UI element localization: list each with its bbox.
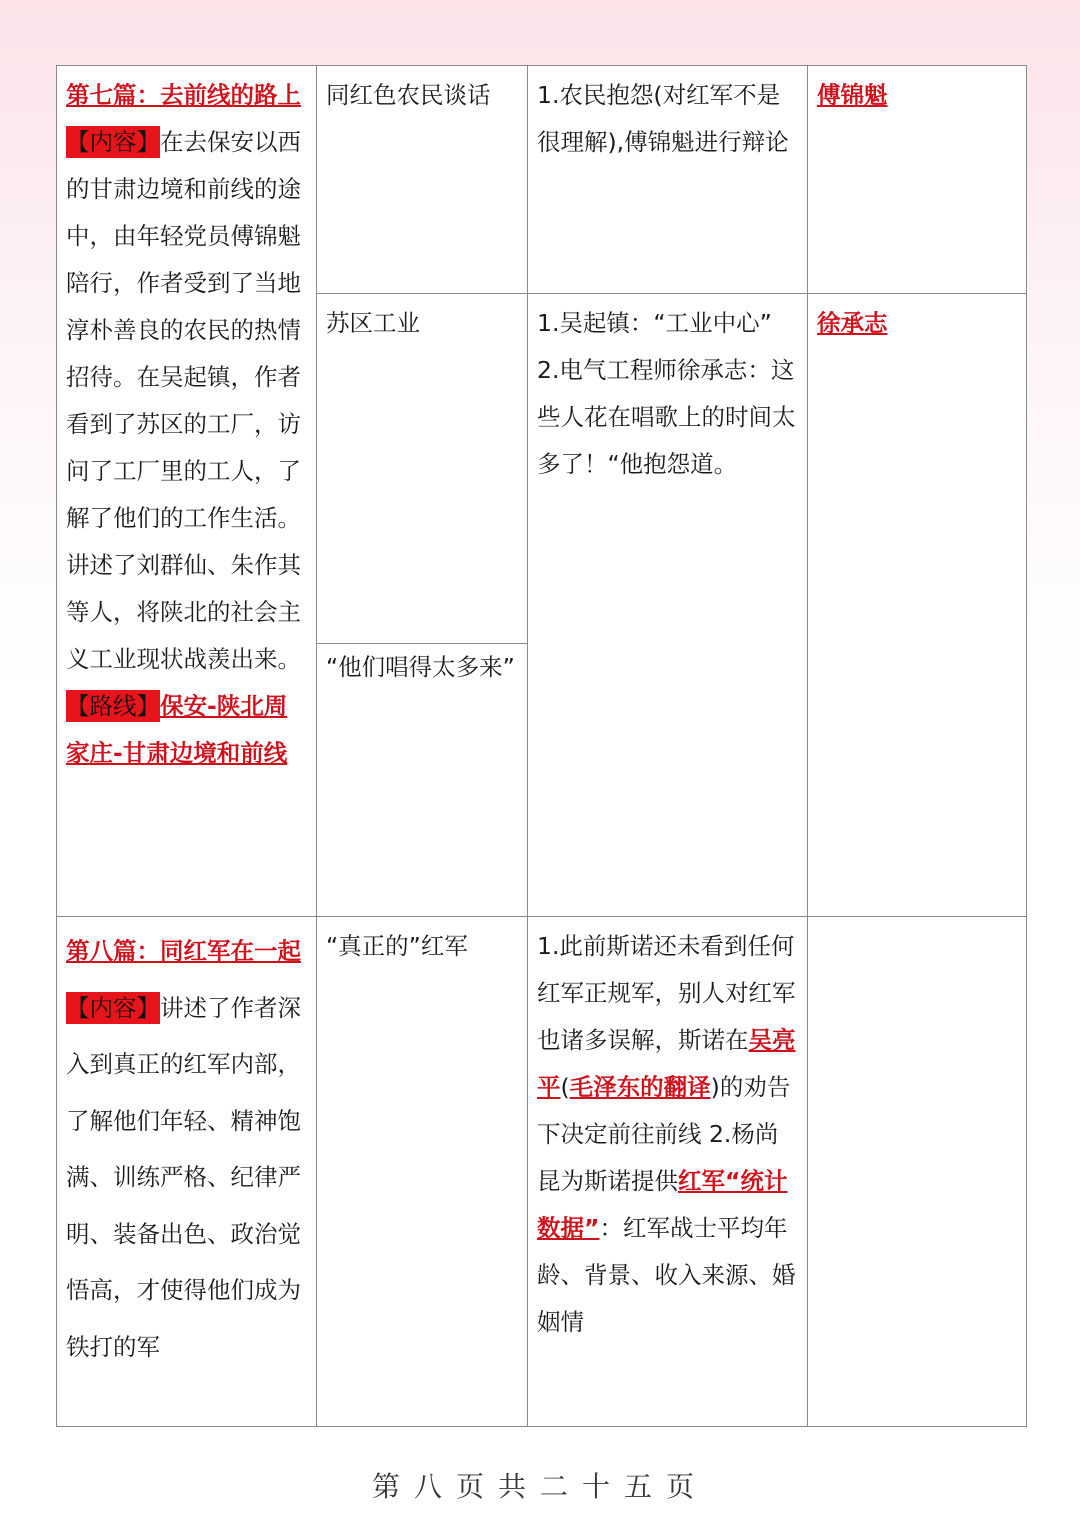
chapter-cell — [317, 917, 528, 1427]
summary-cell — [528, 66, 808, 294]
section-8-title: 第八篇：同红军在一起 — [66, 937, 301, 965]
section-7-content: 在去保安以西的甘肃边境和前线的途中，由年轻党员傅锦魁陪行，作者受到了当地淳朴善良的农民的热情招待。在吴起镇，作者看到了苏区的工厂，访问了工厂里的工人，了解了他们的工作生活。讲述了刘群仙、朱作其等人，将陕北的社会主义工业现状战羡出来。 — [66, 128, 301, 673]
person-cell — [808, 66, 1027, 294]
chapter-cell — [317, 66, 528, 294]
section-7-route: 保安-陕北周家庄-甘肃边境和前线 — [66, 692, 288, 767]
section-7-title: 第七篇：去前线的路上 — [66, 81, 301, 109]
chapter-title: 苏区工业 — [326, 309, 420, 337]
person-name: 徐承志 — [817, 309, 888, 337]
summary-text-a: 1.此前斯诺还未看到任何红军正规军，别人对红军也诸多误解，斯诺在 — [537, 932, 796, 1054]
content-tag: 【内容】 — [66, 993, 160, 1022]
chapter-cell — [317, 644, 528, 917]
translator-link: 毛泽东的翻译 — [569, 1073, 711, 1101]
chapter-summary-2: 2.电气工程师徐承志：这些人花在唱歌上的时间太多了！“他抱怨道。 — [537, 356, 796, 478]
summary-cell — [528, 294, 808, 917]
chapter-summary-1: 1.吴起镇：“工业中心” — [537, 309, 772, 337]
paren-open: ( — [560, 1073, 570, 1101]
person-cell — [808, 917, 1027, 1427]
person-name: 傅锦魁 — [817, 81, 888, 109]
person-cell — [808, 294, 1027, 917]
person-link-wu: 吴亮平 — [537, 1026, 796, 1101]
chapter-cell — [317, 294, 528, 644]
summary-cell — [528, 917, 808, 1427]
summary-text-b: )的劝告下决定前往前线 2.杨尚昆为斯诺提供 — [537, 1073, 791, 1195]
content-tag: 【内容】 — [66, 128, 160, 156]
chapter-title: “真正的”红军 — [326, 932, 468, 960]
chapter-summary: 1.农民抱怨(对红军不是很理解),傅锦魁进行辩论 — [537, 81, 789, 156]
chapter-title: “他们唱得太多来” — [326, 653, 515, 681]
summary-text-c: ：红军战士平均年龄、背景、收入来源、婚姻情 — [537, 1214, 796, 1336]
section-8-cell — [57, 917, 317, 1427]
chapter-title: 同红色农民谈话 — [326, 81, 491, 109]
section-8-content: 讲述了作者深入到真正的红军内部，了解他们年轻、精神饱满、训练严格、纪律严明、装备出色、政治觉悟高，才使得他们成为铁打的军 — [66, 993, 301, 1361]
section-7-cell — [57, 66, 317, 917]
content-table — [56, 65, 1027, 1427]
route-tag: 【路线】 — [66, 692, 160, 720]
page-footer: 第八页共二十五页 — [371, 1470, 708, 1503]
statistics-link: 红军“统计数据” — [537, 1167, 788, 1242]
